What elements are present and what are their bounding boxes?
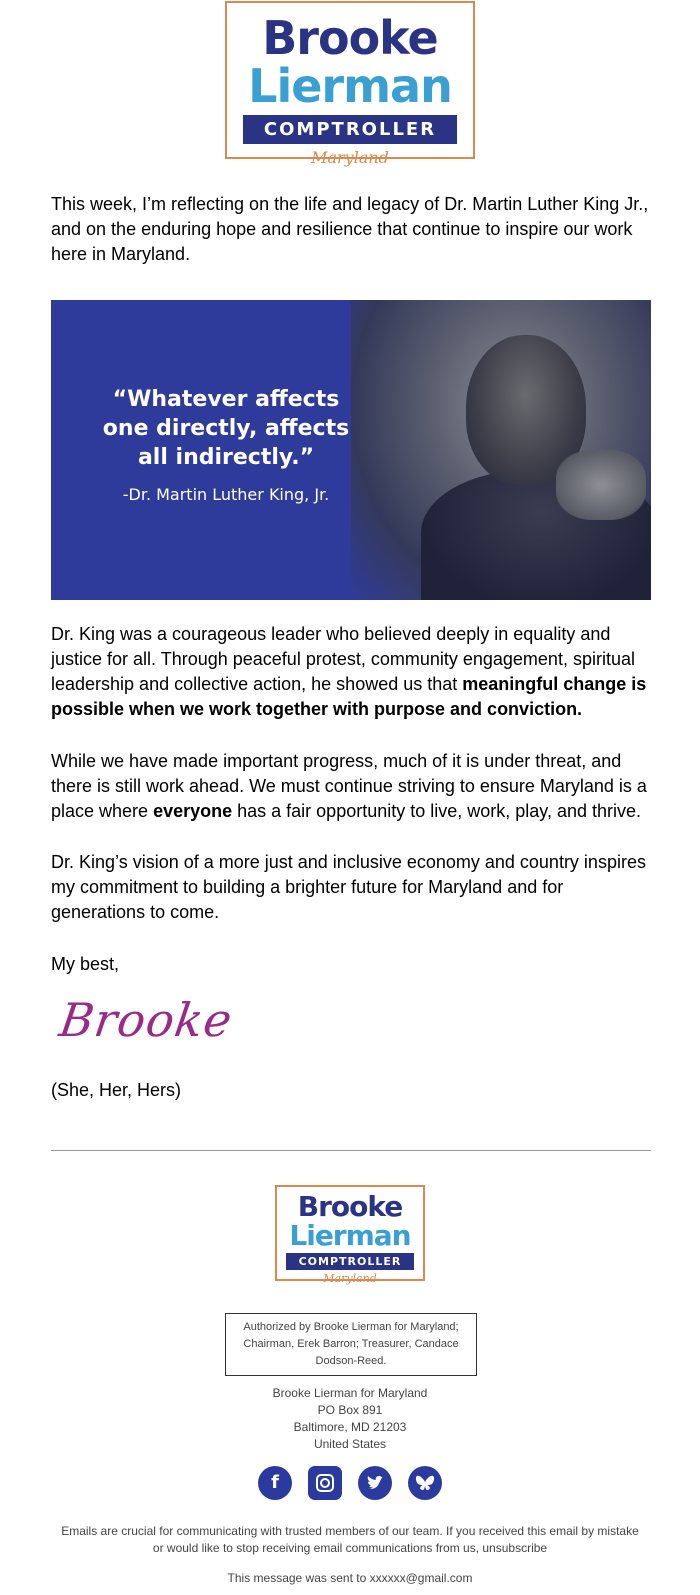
footer-logo (275, 1185, 425, 1285)
twitter-icon[interactable] (358, 1466, 392, 1500)
footer-logo-last-name: Lierman (289, 1219, 411, 1252)
pronouns-text: (She, Her, Hers) (51, 1080, 182, 1100)
paragraph-vision: Dr. King’s vision of a more just and inclusive economy and country inspires my commitment to building a brighter future for Maryland and for generations to come. (51, 852, 646, 922)
facebook-icon[interactable]: f (258, 1466, 292, 1500)
closing-text: My best, (51, 954, 120, 974)
intro-paragraph: This week, I’m reflecting on the life and legacy of Dr. Martin Luther King Jr., and on the enduring hope and resilience that continue to inspire our work here in Maryland. (51, 194, 649, 264)
footer-logo-state: Maryland (323, 1272, 377, 1285)
address-line: Brooke Lierman for Maryland (272, 1386, 428, 1400)
address-line: PO Box 891 (317, 1403, 383, 1417)
instagram-icon[interactable] (308, 1466, 342, 1500)
authorized-by-box: Authorized by Brooke Lierman for Maryland; Chairman, Erek Barron; Treasurer, Candace Dodson-Reed. (225, 1313, 477, 1376)
paragraph-king-leadership (51, 622, 651, 722)
header-logo (225, 1, 475, 167)
footer-logo-office: COMPTROLLER (286, 1253, 414, 1270)
portrait-hands-shape (556, 450, 646, 520)
instagram-glyph (308, 1466, 342, 1500)
footer-logo-first-name: Brooke (297, 1190, 403, 1223)
paragraph-progress-bold: everyone (153, 801, 233, 821)
banner-attribution: -Dr. Martin Luther King, Jr. (122, 485, 330, 504)
social-links (258, 1466, 444, 1502)
bluesky-icon[interactable] (408, 1466, 442, 1500)
sent-to-line (60, 1571, 640, 1585)
logo-state: Maryland (311, 148, 389, 167)
signature-image: Brooke (56, 993, 237, 1047)
banner-quote: “Whatever affects one directly, affects all indirectly.” (102, 387, 350, 470)
email-disclaimer: Emails are crucial for communicating with trusted members of our team. If you received this email by mistake or would like to stop receiving email communications from us, unsubscribe (61, 1524, 639, 1555)
mailing-address (200, 1385, 500, 1453)
bluesky-glyph (408, 1466, 442, 1500)
sent-to-label: This message was sent to (227, 1571, 370, 1585)
address-line: United States (313, 1437, 387, 1451)
logo-first-name: Brooke (262, 11, 438, 65)
logo-last-name: Lierman (248, 59, 452, 113)
address-line: Baltimore, MD 21203 (293, 1420, 407, 1434)
sent-to-email: xxxxxx@gmail.com (369, 1571, 473, 1585)
paragraph-progress-after: has a fair opportunity to live, work, play, and thrive. (232, 801, 641, 821)
paragraph-progress-before: While we have made important progress, much of it is under threat, and there is still work ahead. We must continue striving to ensure Maryland is a place where (51, 751, 647, 821)
paragraph-progress (51, 749, 651, 824)
paragraph-king-bold: meaningful change is possible when we work together with purpose and conviction. (51, 674, 647, 719)
footer-divider (51, 1150, 651, 1151)
mlk-quote-banner (51, 300, 651, 600)
logo-office: COMPTROLLER (243, 115, 457, 144)
twitter-glyph (358, 1466, 392, 1500)
paragraph-king-text: Dr. King was a courageous leader who believed deeply in equality and justice for all. Through peaceful protest, community engagement, spiritual leadership and collective action, he showed us that (51, 624, 635, 694)
